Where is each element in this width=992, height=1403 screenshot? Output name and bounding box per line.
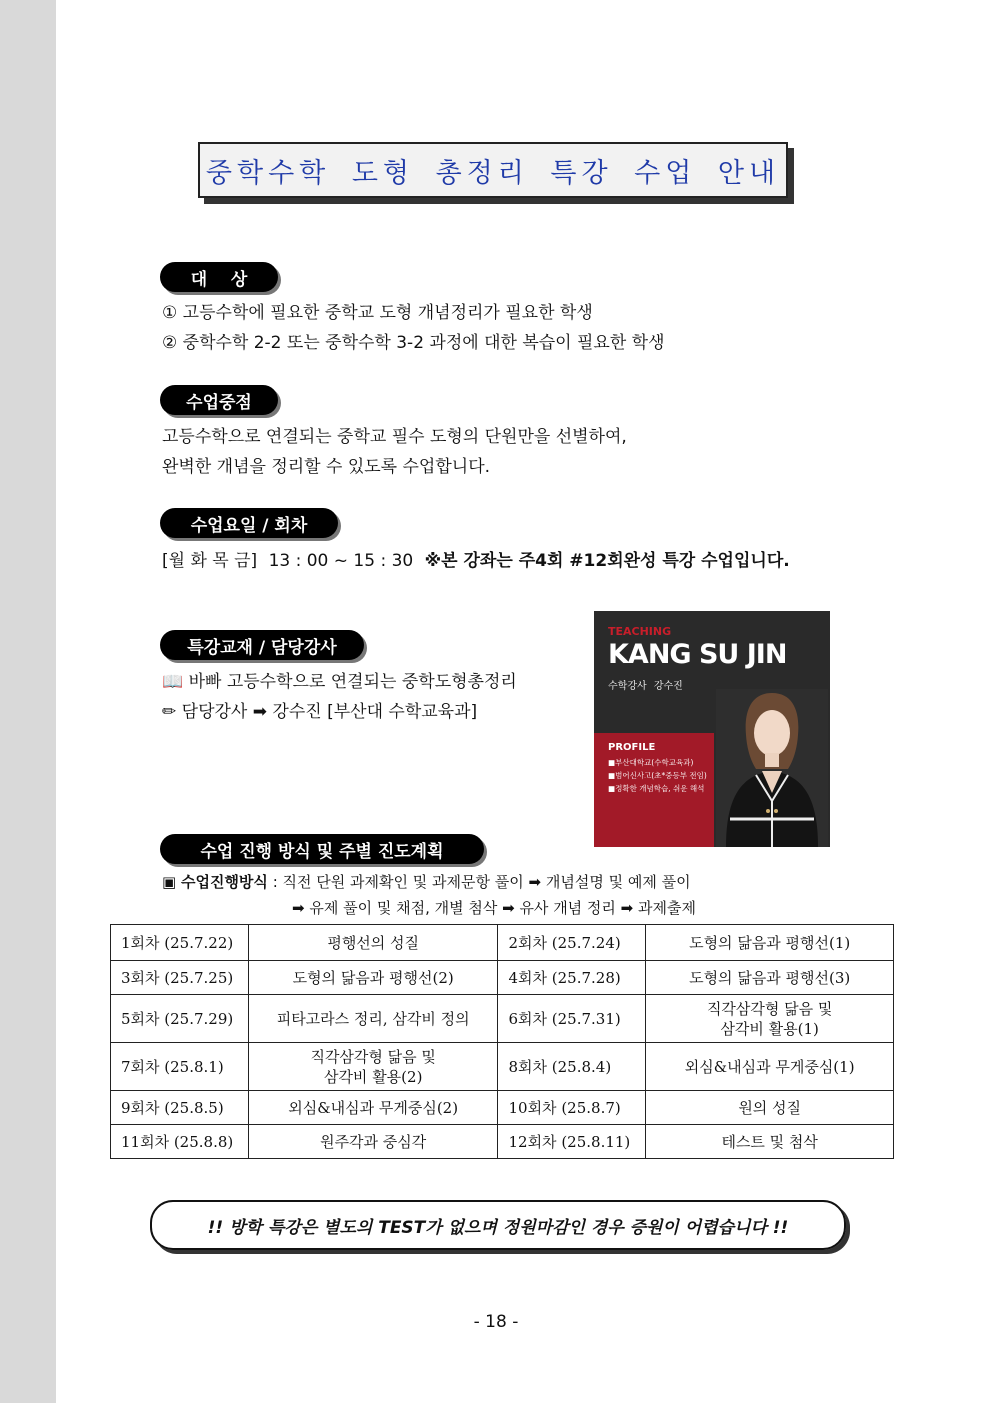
schedule-table-body	[111, 925, 894, 1159]
table-cell-session: 1회차 (25.7.22)	[111, 925, 249, 961]
table-cell-topic: 평행선의 성질	[248, 925, 498, 961]
teacher-label: 담당강사	[181, 702, 248, 722]
table-cell-topic: 원주각과 중심각	[248, 1125, 498, 1159]
profile-item: ■정확한 개념학습, 쉬운 해석	[608, 784, 705, 793]
method-title: 수업진행방식	[180, 873, 268, 891]
table-cell-session: 3회차 (25.7.25)	[111, 961, 249, 995]
profile-section-title: PROFILE	[608, 742, 656, 753]
teacher-photo	[716, 689, 828, 847]
table-row	[111, 1043, 894, 1091]
table-row	[111, 1125, 894, 1159]
section-label-method	[160, 834, 484, 864]
table-row	[111, 1091, 894, 1125]
teacher-profile-card	[594, 611, 830, 847]
section-label-focus	[160, 385, 278, 415]
focus-line-2: 완벽한 개념을 정리할 수 있도록 수업합니다.	[162, 457, 491, 477]
material-teacher-line	[162, 697, 477, 722]
table-cell-topic: 도형의 닮음과 평행선(3)	[646, 961, 894, 995]
page-margin-strip	[0, 0, 56, 1403]
method-line-1	[162, 871, 691, 892]
section-label-target-text: 대 상	[190, 269, 248, 290]
schedule-time: 13 : 00 ~ 15 : 30	[268, 551, 414, 571]
table-row	[111, 925, 894, 961]
table-cell-session: 9회차 (25.8.5)	[111, 1091, 249, 1125]
profile-name: KANG SU JIN	[608, 639, 787, 670]
table-cell-session: 10회차 (25.8.7)	[498, 1091, 646, 1125]
table-cell-session: 5회차 (25.7.29)	[111, 995, 249, 1043]
table-cell-topic: 원의 성질	[646, 1091, 894, 1125]
schedule-days: [월 화 목 금]	[162, 551, 258, 571]
table-cell-topic: 도형의 닮음과 평행선(1)	[646, 925, 894, 961]
table-cell-topic: 직각삼각형 닮음 및 삼각비 활용(2)	[248, 1043, 498, 1091]
profile-role: 수학강사 강수진	[608, 681, 683, 692]
profile-item: ■부산대학교(수학교육과)	[608, 758, 694, 767]
table-cell-topic: 외심&내심과 무게중심(2)	[248, 1091, 498, 1125]
book-icon: 📖	[162, 672, 184, 692]
table-cell-session: 11회차 (25.8.8)	[111, 1125, 249, 1159]
schedule-note: 본 강좌는 주4회 #12회완성 특강 수업입니다.	[441, 551, 790, 571]
table-cell-session: 2회차 (25.7.24)	[498, 925, 646, 961]
page-title: 중학수학 도형 총정리 특강 수업 안내	[205, 157, 781, 189]
teacher-name: 강수진 [부산대 수학교육과]	[272, 702, 478, 722]
table-cell-session: 4회차 (25.7.28)	[498, 961, 646, 995]
section-label-material-text: 특강교재 / 담당강사	[187, 637, 337, 658]
material-book-line	[162, 667, 517, 692]
profile-teaching-label: TEACHING	[608, 625, 672, 638]
schedule-line	[162, 546, 790, 571]
section-label-schedule	[160, 508, 338, 538]
method-steps-1: 직전 단원 과제확인 및 과제문항 풀이 ➡ 개념설명 및 예제 풀이	[282, 873, 691, 891]
notice-banner	[150, 1200, 846, 1250]
table-cell-session: 6회차 (25.7.31)	[498, 995, 646, 1043]
table-cell-session: 8회차 (25.8.4)	[498, 1043, 646, 1091]
table-cell-session: 12회차 (25.8.11)	[498, 1125, 646, 1159]
schedule-table	[110, 924, 894, 1159]
section-label-material	[160, 630, 364, 660]
notice-text: !! 방학 특강은 별도의 TEST가 없으며 정원마감인 경우 증원이 어렵습니다 !!	[207, 1217, 789, 1238]
arrow-icon: ➡	[252, 702, 268, 722]
method-steps-2: ➡ 유제 풀이 및 채점, 개별 첨삭 ➡ 유사 개념 정리 ➡ 과제출제	[292, 899, 696, 917]
pencil-icon: ✏	[162, 702, 177, 722]
table-cell-topic: 테스트 및 첨삭	[646, 1125, 894, 1159]
table-cell-topic: 직각삼각형 닮음 및 삼각비 활용(1)	[646, 995, 894, 1043]
target-line-1: ① 고등수학에 필요한 중학교 도형 개념정리가 필요한 학생	[162, 303, 593, 323]
target-line-2: ② 중학수학 2-2 또는 중학수학 3-2 과정에 대한 복습이 필요한 학생	[162, 333, 665, 353]
note-mark-icon: ※	[424, 551, 442, 571]
table-cell-topic: 도형의 닮음과 평행선(2)	[248, 961, 498, 995]
profile-item: ■범어신사고(초*중등부 전임)	[608, 771, 707, 780]
table-cell-topic: 피타고라스 정리, 삼각비 정의	[248, 995, 498, 1043]
page-number: - 18 -	[473, 1312, 519, 1332]
focus-line-1: 고등수학으로 연결되는 중학교 필수 도형의 단원만을 선별하여,	[162, 427, 627, 447]
page-title-box	[198, 142, 788, 198]
section-label-target	[160, 262, 278, 292]
section-label-method-text: 수업 진행 방식 및 주별 진도계획	[200, 841, 444, 862]
section-label-focus-text: 수업중점	[186, 392, 252, 413]
table-row	[111, 961, 894, 995]
table-cell-topic: 외심&내심과 무게중심(1)	[646, 1043, 894, 1091]
square-marker-icon: ▣	[162, 873, 177, 891]
table-row	[111, 995, 894, 1043]
section-label-schedule-text: 수업요일 / 회차	[190, 515, 308, 536]
method-colon: :	[272, 873, 278, 891]
material-book: 바빠 고등수학으로 연결되는 중학도형총정리	[188, 672, 517, 692]
table-cell-session: 7회차 (25.8.1)	[111, 1043, 249, 1091]
